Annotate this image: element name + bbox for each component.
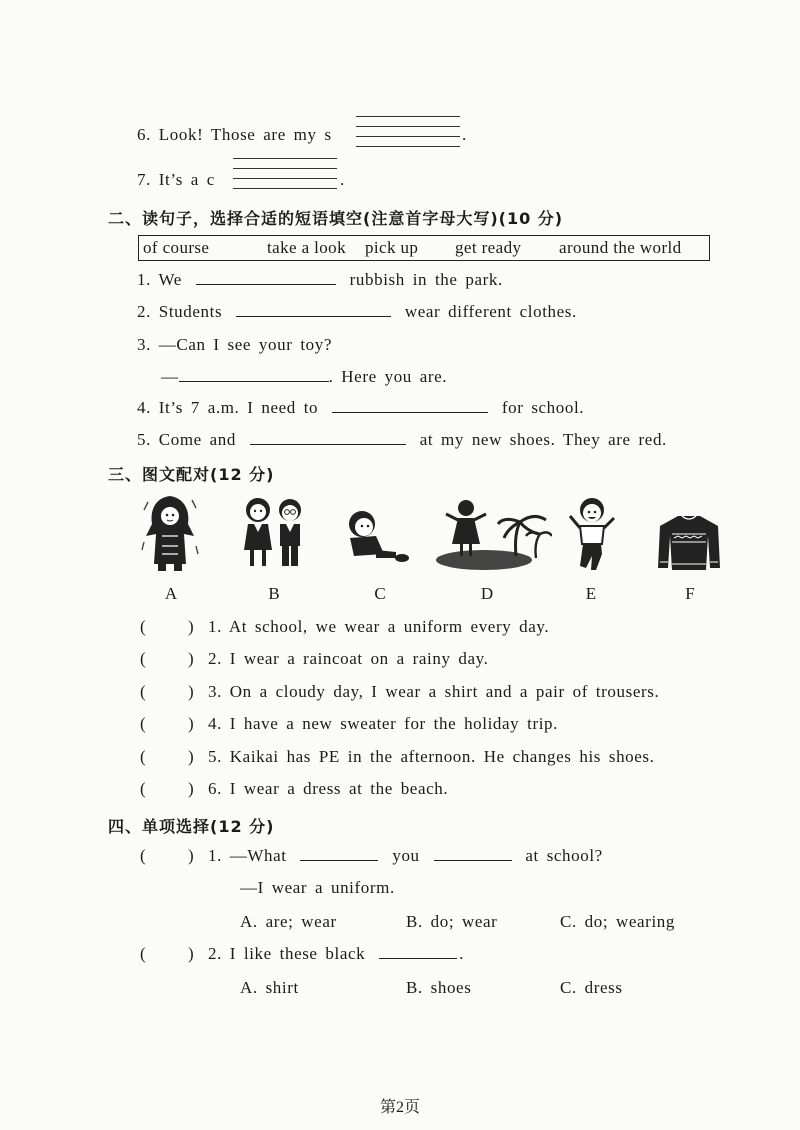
- p4-q1-blank2[interactable]: [434, 846, 512, 861]
- p2-q4-blank[interactable]: [332, 398, 488, 413]
- p2-q4-before: 4. It’s 7 a.m. I need to: [137, 398, 319, 417]
- phrase-option: pick up: [365, 238, 419, 257]
- part4-heading: 四、单项选择(12 分): [108, 817, 275, 836]
- p2-q1-before: 1. We: [137, 270, 182, 289]
- p2-q2-after: wear different clothes.: [404, 302, 577, 321]
- p2-q3-line2: [161, 367, 447, 387]
- q7-suffix: .: [340, 170, 345, 189]
- phrase-option: of course: [143, 238, 210, 257]
- p4-q2-option-b[interactable]: B. shoes: [406, 978, 472, 997]
- answer-paren-open[interactable]: (: [140, 846, 146, 865]
- p4-q1: [208, 846, 603, 866]
- answer-paren-open[interactable]: (: [140, 682, 146, 701]
- picture-label-f: F: [685, 584, 695, 603]
- p2-q2-blank[interactable]: [236, 302, 391, 317]
- answer-paren-close: ): [188, 714, 194, 733]
- page-number: 第2页: [379, 1099, 420, 1116]
- p2-q3-before: —: [161, 367, 179, 386]
- answer-paren-close: ): [188, 649, 194, 668]
- q7-prefix: 7. It’s a c: [137, 170, 215, 189]
- answer-paren-close: ): [188, 617, 194, 636]
- q6-four-line-blank[interactable]: [356, 116, 460, 148]
- p2-q3-line1: 3. —Can I see your toy?: [137, 335, 332, 354]
- p2-q5-after: at my new shoes. They are red.: [419, 430, 667, 449]
- answer-paren-open[interactable]: (: [140, 617, 146, 636]
- phrase-option: around the world: [559, 238, 682, 257]
- p3-item-6: 6. I wear a dress at the beach.: [208, 779, 449, 798]
- p4-q1-part2: you: [392, 846, 420, 865]
- phrase-option: get ready: [455, 238, 522, 257]
- part2-heading: 二、读句子，选择合适的短语填空(注意首字母大写)(10 分): [108, 209, 564, 228]
- answer-paren-open[interactable]: (: [140, 779, 146, 798]
- q6-prefix: 6. Look! Those are my s: [137, 125, 332, 144]
- p4-q1-blank1[interactable]: [300, 846, 378, 861]
- raincoat-child-icon: [140, 492, 200, 574]
- sweater-icon: [656, 512, 722, 574]
- answer-paren-open[interactable]: (: [140, 944, 146, 963]
- picture-label-d: D: [480, 584, 494, 603]
- p2-q2-before: 2. Students: [137, 302, 223, 321]
- girl-beach-dress-icon: [434, 494, 552, 574]
- part3-heading: 三、图文配对(12 分): [108, 465, 275, 484]
- answer-paren-close: ): [188, 682, 194, 701]
- p2-q1-blank[interactable]: [196, 270, 336, 285]
- p4-q1-option-a[interactable]: A. are; wear: [240, 912, 337, 931]
- boy-shirt-trousers-icon: [566, 496, 618, 576]
- picture-label-e: E: [585, 584, 597, 603]
- q6-suffix: .: [462, 125, 467, 144]
- answer-paren-open[interactable]: (: [140, 649, 146, 668]
- q7-four-line-blank[interactable]: [233, 158, 337, 190]
- p4-q2-part2: .: [459, 944, 464, 963]
- phrase-box: [138, 235, 710, 261]
- p4-q1-answer: —I wear a uniform.: [240, 878, 395, 897]
- answer-paren-close: ): [188, 846, 194, 865]
- p4-q1-part3: at school?: [525, 846, 603, 865]
- phrase-option: take a look: [267, 238, 346, 257]
- p2-q5-before: 5. Come and: [137, 430, 237, 449]
- p4-q1-option-c[interactable]: C. do; wearing: [560, 912, 675, 931]
- p2-q1-after: rubbish in the park.: [349, 270, 503, 289]
- p3-item-5: 5. Kaikai has PE in the afternoon. He changes his shoes.: [208, 747, 655, 766]
- answer-paren-close: ): [188, 747, 194, 766]
- picture-label-a: A: [164, 584, 178, 603]
- p2-q3-blank[interactable]: [179, 367, 329, 382]
- p4-q2-part1: 2. I like these black: [208, 944, 366, 963]
- p2-q3-after: . Here you are.: [328, 367, 448, 386]
- uniform-children-icon: [238, 494, 310, 574]
- answer-paren-open[interactable]: (: [140, 714, 146, 733]
- p4-q1-part1: 1. —What: [208, 846, 287, 865]
- answer-paren-close: ): [188, 944, 194, 963]
- p2-q1: [137, 270, 503, 290]
- p4-q2-blank[interactable]: [379, 944, 457, 959]
- p2-q2: [137, 302, 577, 322]
- p3-item-1: 1. At school, we wear a uniform every day.: [208, 617, 550, 636]
- p4-q2-option-c[interactable]: C. dress: [560, 978, 623, 997]
- answer-paren-open[interactable]: (: [140, 747, 146, 766]
- picture-label-b: B: [268, 584, 280, 603]
- p4-q2-option-a[interactable]: A. shirt: [240, 978, 299, 997]
- boy-changing-shoes-icon: [340, 506, 410, 568]
- answer-paren-close: ): [188, 779, 194, 798]
- p4-q2: [208, 944, 464, 964]
- p2-q5: [137, 430, 667, 450]
- p2-q4-after: for school.: [501, 398, 585, 417]
- picture-label-c: C: [374, 584, 386, 603]
- p4-q1-option-b[interactable]: B. do; wear: [406, 912, 498, 931]
- p3-item-3: 3. On a cloudy day, I wear a shirt and a pair of trousers.: [208, 682, 660, 701]
- p2-q4: [137, 398, 584, 418]
- p3-item-4: 4. I have a new sweater for the holiday trip.: [208, 714, 558, 733]
- p2-q5-blank[interactable]: [250, 430, 406, 445]
- p3-item-2: 2. I wear a raincoat on a rainy day.: [208, 649, 489, 668]
